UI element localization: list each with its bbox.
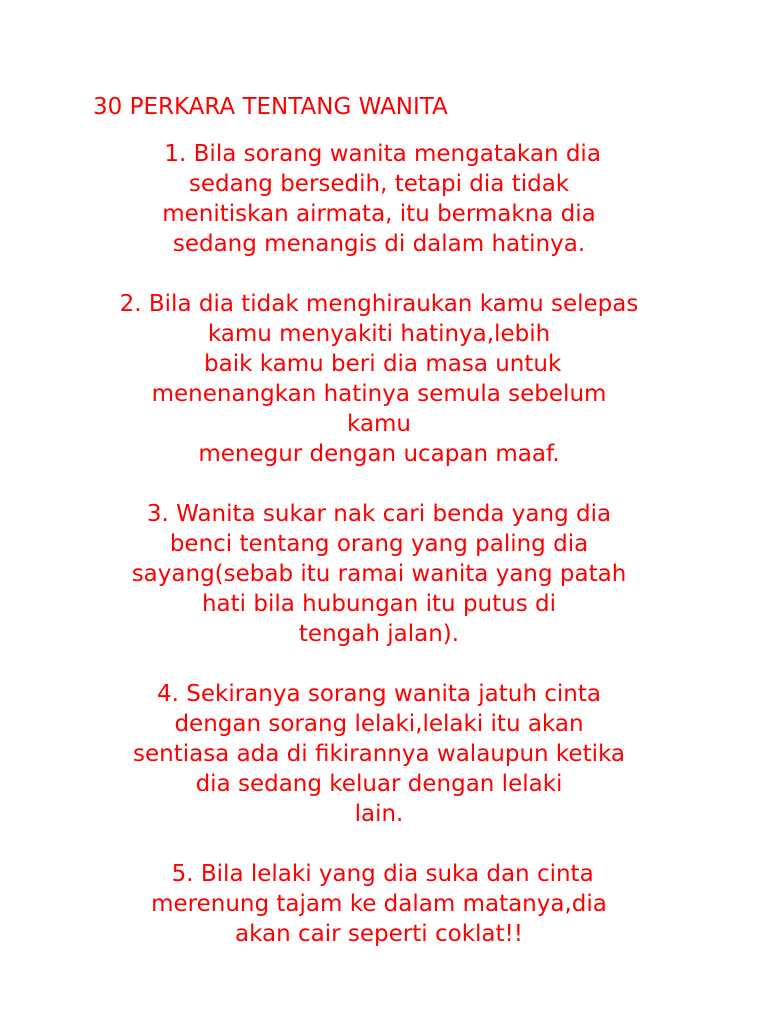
item-line: sedang menangis di dalam hatinya. (172, 231, 586, 257)
list-item-4 (84, 679, 674, 829)
item-line: akan cair seperti coklat!! (235, 921, 523, 947)
item-line: kamu (347, 411, 411, 437)
item-line: 1. Bila sorang wanita mengatakan dia (157, 141, 601, 167)
item-line: menenangkan hatinya semula sebelum (151, 381, 607, 407)
item-line: tengah jalan). (298, 621, 460, 647)
item-line: sayang(sebab itu ramai wanita yang patah (131, 561, 627, 587)
item-line: dia sedang keluar dengan lelaki (195, 771, 563, 797)
list-item-5 (84, 859, 674, 949)
item-line: baik kamu beri dia masa untuk (196, 351, 562, 377)
item-line: sentiasa ada di fikirannya walaupun ketika (132, 741, 626, 767)
item-line: lain. (354, 801, 404, 827)
item-line: 4. Sekiranya sorang wanita jatuh cinta (157, 681, 601, 707)
list-item-2 (84, 289, 674, 469)
list-item-1 (84, 139, 674, 259)
list-item-3 (84, 499, 674, 649)
document-title: 30 PERKARA TENTANG WANITA (93, 94, 448, 120)
item-line: merenung tajam ke dalam matanya,dia (151, 891, 607, 917)
item-line: hati bila hubungan itu putus di (201, 591, 557, 617)
item-line: dengan sorang lelaki,lelaki itu akan (174, 711, 584, 737)
item-line: 5. Bila lelaki yang dia suka dan cinta (164, 861, 594, 887)
item-line: sedang bersedih, tetapi dia tidak (188, 171, 570, 197)
item-line: kamu menyakiti hatinya,lebih (207, 321, 551, 347)
item-list (84, 139, 674, 979)
item-line: menitiskan airmata, itu bermakna dia (162, 201, 596, 227)
item-line: menegur dengan ucapan maaf. (198, 441, 560, 467)
item-line: 2. Bila dia tidak menghiraukan kamu selepas (119, 291, 639, 317)
item-line: benci tentang orang yang paling dia (169, 531, 589, 557)
item-line: 3. Wanita sukar nak cari benda yang dia (146, 501, 612, 527)
